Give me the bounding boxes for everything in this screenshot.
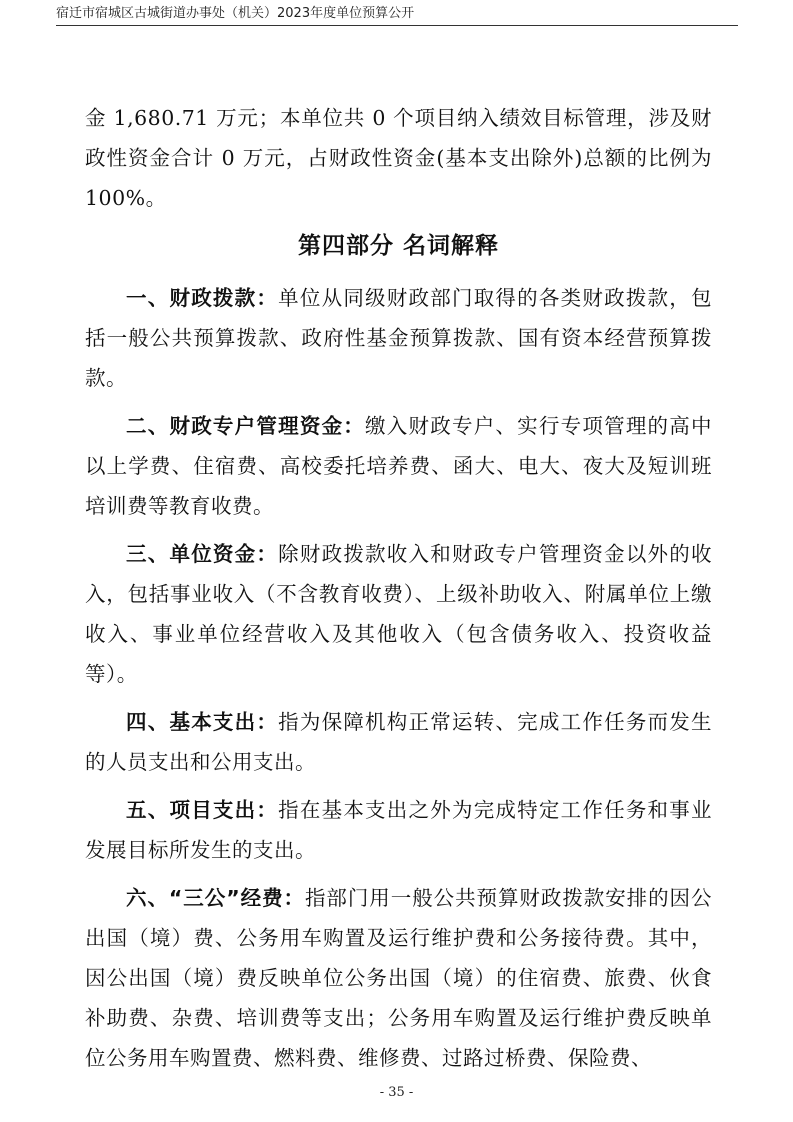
section-title: 第四部分 名词解释 xyxy=(297,233,499,259)
definition-term: 一、财政拨款： xyxy=(126,286,279,310)
definition-paragraph xyxy=(85,534,712,694)
definition-term: 六、“三公”经费： xyxy=(126,886,305,910)
definition-text: 除财政拨款收入和财政专户管理资金以外的收入，包括事业收入（不含教育收费）、上级补助收入、附属单位上缴收入、事业单位经营收入及其他收入（包含债务收入、投资收益等）。 xyxy=(85,542,713,686)
definition-term: 二、财政专户管理资金： xyxy=(126,414,366,438)
definition-text: 缴入财政专户、实行专项管理的高中以上学费、住宿费、高校委托培养费、函大、电大、夜大及短训班培训费等教育收费。 xyxy=(85,414,713,518)
definition-text: 指在基本支出之外为完成特定工作任务和事业发展目标所发生的支出。 xyxy=(85,798,713,862)
definition-term: 三、单位资金： xyxy=(126,542,279,566)
definition-paragraph xyxy=(85,702,712,782)
definition-paragraph xyxy=(85,278,712,398)
definition-text: 指为保障机构正常运转、完成工作任务而发生的人员支出和公用支出。 xyxy=(85,710,713,774)
definition-paragraph xyxy=(85,406,712,526)
intro-paragraph: 金 1,680.71 万元；本单位共 0 个项目纳入绩效目标管理，涉及财政性资金合计 0 万元，占财政性资金(基本支出除外)总额的比例为 100%。 xyxy=(85,106,712,210)
document-header: 宿迁市宿城区古城街道办事处（机关）2023年度单位预算公开 xyxy=(56,6,415,21)
definition-paragraph xyxy=(85,878,712,1078)
definition-term: 五、项目支出： xyxy=(126,798,279,822)
definition-term: 四、基本支出： xyxy=(126,710,279,734)
definition-text: 指部门用一般公共预算财政拨款安排的因公出国（境）费、公务用车购置及运行维护费和公务接待费。其中，因公出国（境）费反映单位公务出国（境）的住宿费、旅费、伙食补助费、杂费、培训费等支出；公务用车购置及运行维护费反映单位公务用车购置费、燃料费、维修费、过路过桥费、保险费、 xyxy=(85,886,712,1070)
header-divider xyxy=(56,25,738,26)
definition-paragraph xyxy=(85,790,712,870)
page-number: - 35 - xyxy=(379,1085,414,1100)
document-body xyxy=(85,98,712,1086)
definition-text: 单位从同级财政部门取得的各类财政拨款，包括一般公共预算拨款、政府性基金预算拨款、国有资本经营预算拨款。 xyxy=(85,286,713,390)
